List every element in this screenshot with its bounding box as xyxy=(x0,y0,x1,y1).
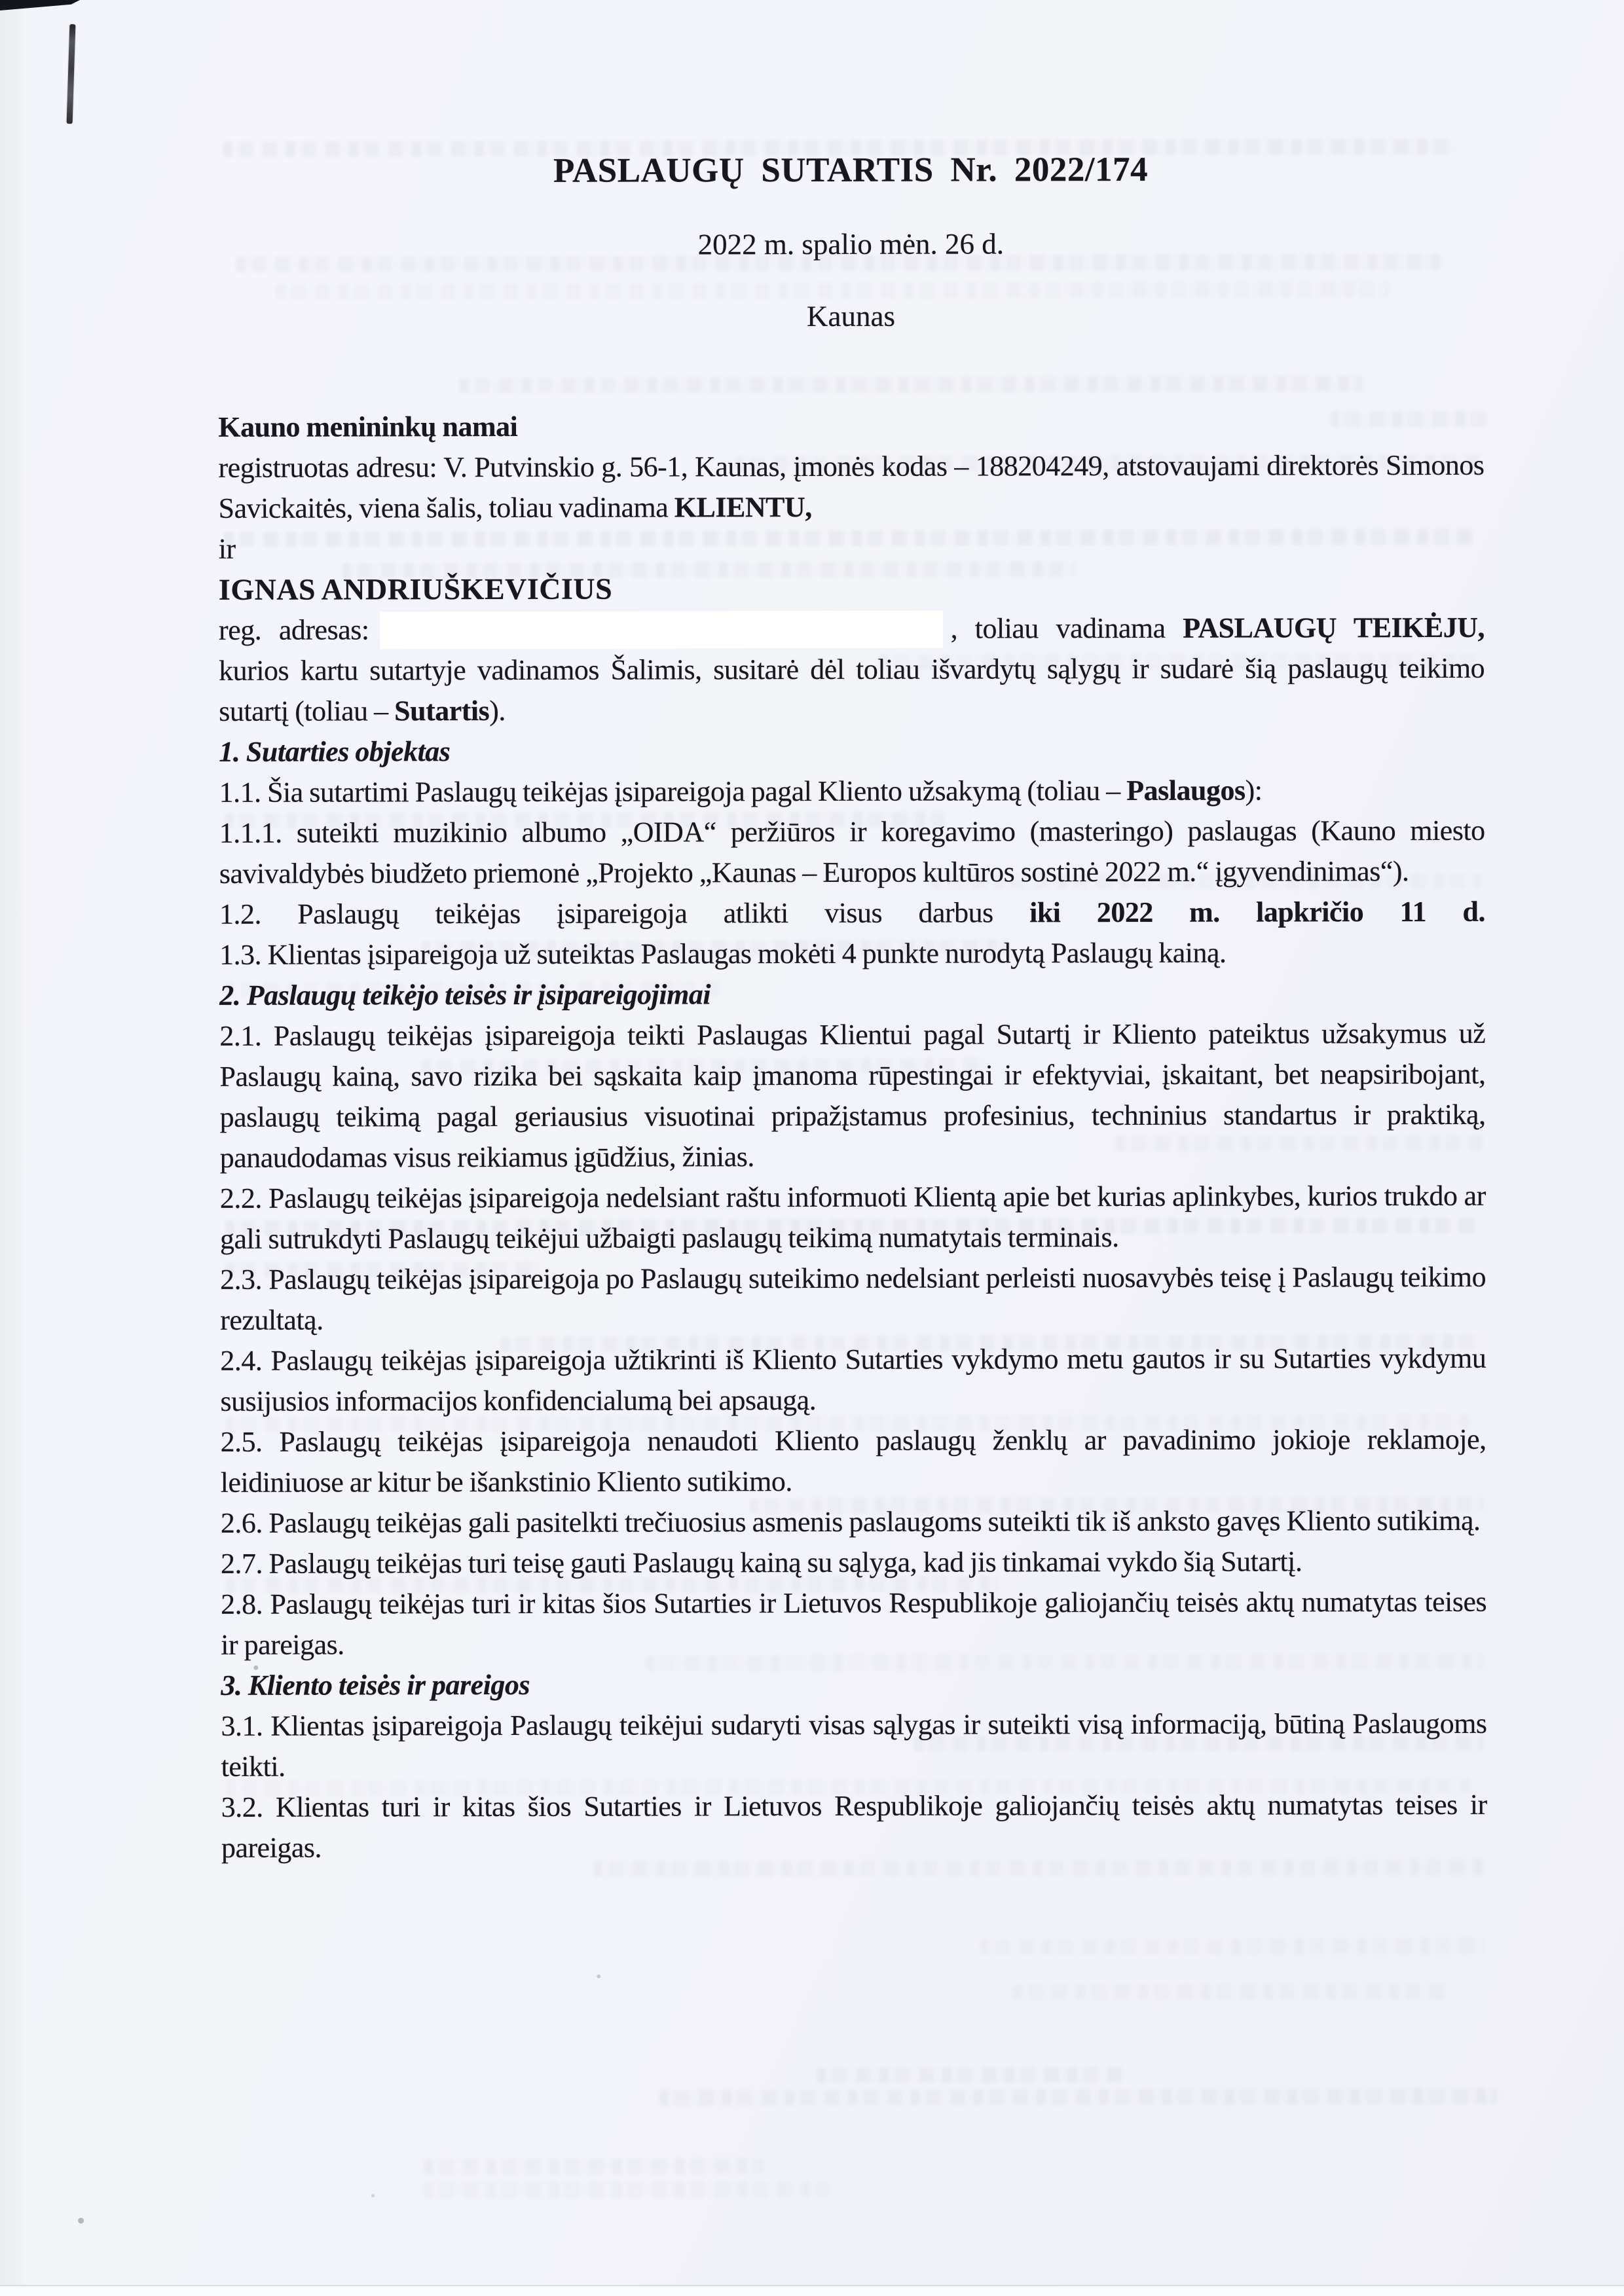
bleedthrough-line xyxy=(424,2158,764,2174)
clause-2-3-text: 2.3. Paslaugų teikėjas įsipareigoja po Paslaugų suteikimo nedelsiant perleisti nuosavybės teisę į Paslaugų teikimo rezultatą. xyxy=(220,1260,1486,1336)
bleedthrough-line xyxy=(424,2181,830,2198)
clause-1-3 xyxy=(219,932,1485,975)
clause-1-2 xyxy=(219,892,1485,935)
provider-details-end: ). xyxy=(489,694,506,727)
client-name: Kauno menininkų namai xyxy=(218,410,518,443)
section-1-heading: 1. Sutarties objektas xyxy=(219,735,451,768)
bleedthrough-line xyxy=(459,376,1363,393)
clause-3-1-text: 3.1. Klientas įsipareigoja Paslaugų teikėjui sudaryti visas sąlygas ir suteikti visą informaciją, būtiną Paslaugoms teikti. xyxy=(221,1707,1487,1783)
reg-address-label: reg. adresas: xyxy=(218,613,369,646)
dust-speck xyxy=(371,2194,375,2197)
clause-1-2-text: 1.2. Paslaugų teikėjas įsipareigoja atlikti visus darbus xyxy=(219,896,1030,930)
bleedthrough-line xyxy=(276,282,1389,300)
clause-2-7-text: 2.7. Paslaugų teikėjas turi teisę gauti Paslaugų kainą su sąlyga, kad jis tinkamai vykdo šią Sutartį. xyxy=(220,1545,1302,1580)
provider-after-redaction: , toliau vadinama xyxy=(950,611,1183,645)
clause-2-4 xyxy=(220,1338,1486,1422)
scanner-edge-left xyxy=(0,0,25,2296)
dust-speck xyxy=(78,2217,84,2223)
bleedthrough-line xyxy=(1012,1984,1445,2000)
clause-1-1-bold: Paslaugos xyxy=(1126,774,1246,807)
clause-1-1-1-text: 1.1.1. suteikti muzikinio albumo „OIDA“ peržiūros ir koregavimo (masteringo) paslaugas (Kauno miesto savivaldybės biudžeto priemonė „Projekto „Kaunas – Europos kultūros sostinė 2022 m.“ įgyvendinimas“). xyxy=(219,814,1485,890)
contract-date: 2022 m. spalio mėn. 26 d. xyxy=(697,227,1005,261)
clause-2-8-text: 2.8. Paslaugų teikėjas turi ir kitas šios Sutarties ir Lietuvos Respublikoje galiojančių teisės aktų numatytas teises ir pareigas. xyxy=(221,1585,1487,1661)
clause-2-6 xyxy=(221,1501,1486,1544)
contract-title: PASLAUGŲ SUTARTIS Nr. 2022/174 xyxy=(553,150,1149,190)
bleedthrough-line xyxy=(980,1938,1484,1955)
clause-1-1-1 xyxy=(219,811,1485,894)
clause-2-5 xyxy=(221,1419,1486,1503)
client-alias: KLIENTU, xyxy=(674,491,812,524)
conjunction: ir xyxy=(218,532,236,565)
client-details-text: registruotas adresu: V. Putvinskio g. 56-1, Kaunas, įmonės kodas – 188204249, atstovaujami direktorės Simonos Savickaitės, viena šalis, toliau vadinama xyxy=(218,448,1485,524)
client-details xyxy=(218,445,1484,529)
provider-name: IGNAS ANDRIUŠKEVIČIUS xyxy=(218,572,613,606)
clause-1-2-bold: iki 2022 m. lapkričio 11 d. xyxy=(1029,895,1485,929)
section-2-heading: 2. Paslaugų teikėjo teisės ir įsipareigojimai xyxy=(219,978,711,1011)
dust-speck xyxy=(597,1975,600,1978)
clause-1-3-text: 1.3. Klientas įsipareigoja už suteiktas Paslaugas mokėti 4 punkte nurodytą Paslaugų kainą. xyxy=(219,936,1227,971)
scanner-edge-bottom xyxy=(0,2285,1624,2296)
bleedthrough-line xyxy=(817,2067,1124,2083)
bleedthrough-line xyxy=(659,2088,1498,2106)
clause-2-5-text: 2.5. Paslaugų teikėjas įsipareigoja nenaudoti Kliento paslaugų ženklų ar pavadinimo jokioje reklamoje, leidiniuose ar kitur be išankstinio Kliento sutikimo. xyxy=(220,1423,1486,1499)
clause-2-2-text: 2.2. Paslaugų teikėjas įsipareigoja nedelsiant raštu informuoti Klientą apie bet kurias aplinkybes, kurios trukdo ar gali sutrukdyti Paslaugų teikėjui užbaigti paslaugų teikimą numatytais terminais. xyxy=(219,1179,1486,1255)
provider-details xyxy=(219,608,1485,732)
clause-1-1-text: 1.1. Šia sutartimi Paslaugų teikėjas įsipareigoja pagal Kliento užsakymą (toliau – xyxy=(219,774,1127,809)
clause-3-1 xyxy=(221,1704,1486,1787)
clause-2-6-text: 2.6. Paslaugų teikėjas gali pasitelkti trečiuosius asmenis paslaugoms suteikti tik iš anksto gavęs Kliento sutikimą. xyxy=(220,1504,1481,1539)
clause-1-1 xyxy=(219,770,1485,813)
provider-alias: PASLAUGŲ TEIKĖJU, xyxy=(1183,611,1485,644)
clause-2-1 xyxy=(219,1013,1486,1178)
clause-2-7 xyxy=(221,1541,1486,1584)
bleedthrough-layer xyxy=(0,0,1624,2)
clause-1-1-post: ): xyxy=(1245,774,1263,807)
clause-3-2-text: 3.2. Klientas turi ir kitas šios Sutarties ir Lietuvos Respublikoje galiojančių teisės aktų numatytas teises ir pareigas. xyxy=(221,1788,1487,1864)
redaction-box xyxy=(380,611,943,649)
clause-2-3 xyxy=(220,1257,1486,1341)
clause-2-2 xyxy=(220,1176,1486,1260)
section-3-heading: 3. Kliento teisės ir pareigos xyxy=(221,1668,530,1702)
contract-city: Kaunas xyxy=(806,299,896,333)
defined-term-sutartis: Sutartis xyxy=(394,695,490,727)
clause-2-4-text: 2.4. Paslaugų teikėjas įsipareigoja užtikrinti iš Kliento Sutarties vykdymo metu gautos ir su Sutarties vykdymu susijusios informacijos konfidencialumą bei apsaugą. xyxy=(220,1341,1486,1417)
contract-body xyxy=(218,405,1487,1868)
clause-3-2 xyxy=(221,1785,1487,1868)
clause-2-1-text: 2.1. Paslaugų teikėjas įsipareigoja teikti Paslaugas Klientui pagal Sutartį ir Kliento pateiktus užsakymus už Paslaugų kainą, savo rizika bei sąskaita kaip įmanoma rūpestingai ir efektyviai, įskaitant, bet neapsiribojant, paslaugų teikimą pagal geriausius visuotinai pripažįstamus profesinius, techninius standartus ir praktiką, panaudodamas visus reikiamus įgūdžius, žinias. xyxy=(219,1017,1486,1174)
provider-details-mid: kurios kartu sutartyje vadinamos Šalimis, susitarė dėl toliau išvardytų sąlygų ir sudarė šią paslaugų teikimo sutartį (toliau – xyxy=(219,651,1485,727)
clause-2-8 xyxy=(221,1582,1486,1666)
